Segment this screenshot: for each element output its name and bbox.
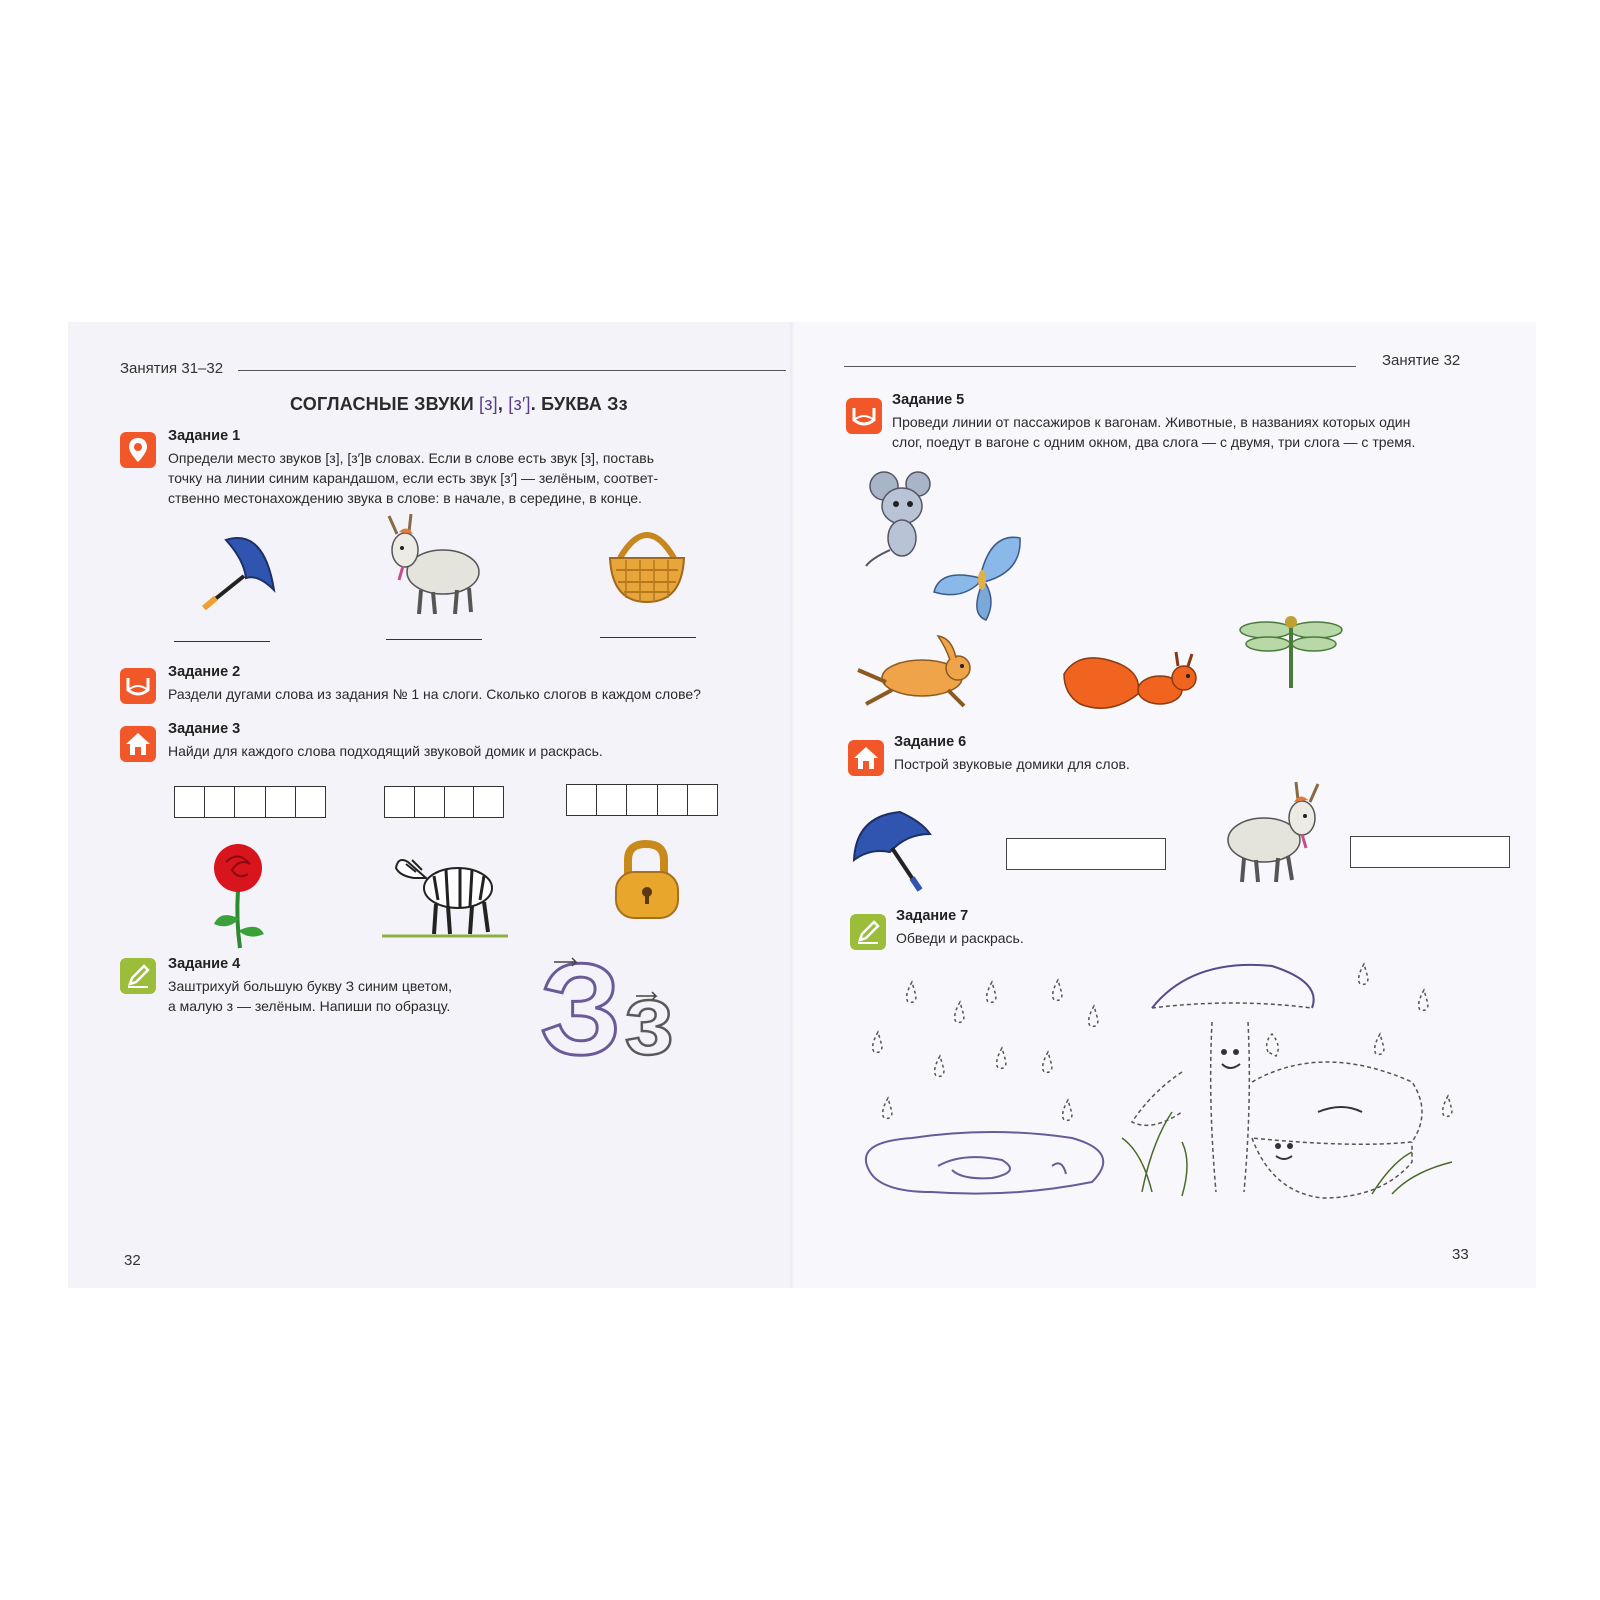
task-4-title: Задание 4 [168,956,241,972]
pencil-icon [850,914,886,950]
left-page: Занятия 31–32 СОГЛАСНЫЕ ЗВУКИ [з], [з′]. БУКВА Зз Задание 1 Определи место звуков [з], [з′]в словах. Если в слове есть звук [з], поставь точку на линии синим карандашом, если есть звук [з′] — зелёным, соответ- ственно местонахождению звука в слове: в начале, в середине, в конце. Задание 2 Раздели дугами слова из задания № 1 на слоги. Сколько слогов в каждом слове? Задание 3 Найди для каждого слова подходящий звуковой домик и раскрась. Задание 4 Заштрихуй большую букву З синим цветом, а малую з — зелёным. Напиши по образцу. З з З З З З З З з з з з з з 32 [68,322,794,1288]
rose-picture [202,840,272,950]
task-7-title: Задание 7 [896,908,969,924]
task-7-text: Обведи и раскрась. [896,930,1024,946]
page-number-right: 33 [1452,1246,1469,1263]
task-4-line-1: Заштрихуй большую букву З синим цветом, [168,978,453,994]
dragonfly-picture [1236,612,1346,692]
task-2-title: Задание 2 [168,664,241,680]
task-3-title: Задание 3 [168,721,241,737]
task-3-text: Найди для каждого слова подходящий звуковой домик и раскрась. [168,743,603,759]
mushroom-rain-tracing-picture[interactable] [852,962,1472,1212]
title-sound-2: [з′] [508,394,531,414]
task-1-line-2: точку на линии синим карандашом, если есть звук [з′] — зелёным, соответ- [168,470,659,486]
title-sound-1: [з] [479,394,498,414]
answer-line[interactable] [386,639,482,640]
task-1-text [168,448,778,508]
right-page [794,322,1536,1288]
answer-line[interactable] [600,637,696,638]
house-icon [120,726,156,762]
basket-picture [602,518,692,608]
word-box[interactable] [1350,836,1510,868]
zebra-picture [380,832,510,942]
title-prefix: СОГЛАСНЫЕ ЗВУКИ [290,394,480,414]
pencil-icon [120,958,156,994]
sound-house-5[interactable] [566,784,718,816]
task-5-title: Задание 5 [892,392,965,408]
sound-house-5[interactable] [174,786,326,818]
running-head-right: Занятие 32 [1382,352,1461,369]
arc-icon [120,668,156,704]
letter-sample [536,944,716,1064]
task-5-line-2: слог, поедут в вагоне с одним окном, два слога — с двумя, три слога — с тремя. [892,434,1416,450]
house-icon [848,740,884,776]
sound-house-4[interactable] [384,786,504,818]
task-6-title: Задание 6 [894,734,967,750]
big-letter-upper: З [540,944,622,1064]
task-4-text [168,976,508,1016]
title-comma: , [497,394,509,414]
goat-picture [373,510,493,620]
arc-icon [846,398,882,434]
task-1-line-3: ственно местонахождению звука в слове: в начале, в середине, в конце. [168,490,642,506]
title-suffix: . БУКВА Зз [530,394,628,414]
hare-picture [852,634,982,714]
header-rule [844,366,1356,367]
task-5-line-1: Проведи линии от пассажиров к вагонам. Животные, в названиях которых один [892,414,1411,430]
task-4-line-2: а малую з — зелёным. Напиши по образцу. [168,998,451,1014]
page-title [290,394,628,415]
location-pin-icon [120,432,156,468]
padlock-picture [608,836,688,926]
word-box[interactable] [1006,838,1166,870]
butterfly-picture [930,528,1030,628]
task-6-text: Построй звуковые домики для слов. [894,756,1130,772]
answer-line[interactable] [174,641,270,642]
squirrel-picture [1060,644,1200,724]
task-5-text [892,412,1492,452]
header-rule [238,370,786,371]
workbook-spread [68,322,1536,1534]
umbrella-picture [186,520,286,620]
task-1-title: Задание 1 [168,428,241,444]
page-number-left: 32 [124,1252,141,1269]
running-head-left: Занятия 31–32 [120,360,224,377]
goat-picture [1214,778,1334,888]
task-1-line-1: Определи место звуков [з], [з′]в словах. Если в слове есть звук [з], поставь [168,450,654,466]
big-letter-lower: з [624,964,674,1064]
umbrella-picture [850,808,936,898]
task-2-text: Раздели дугами слова из задания № 1 на слоги. Сколько слогов в каждом слове? [168,686,701,702]
